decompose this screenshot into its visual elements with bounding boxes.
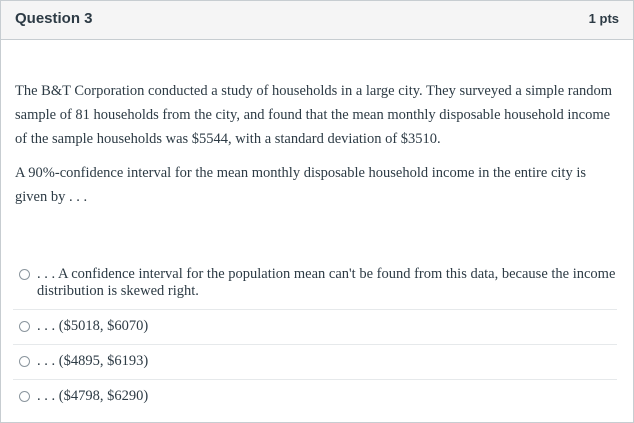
answer-option-2[interactable] <box>13 310 617 345</box>
question-paragraph-2: A 90%-confidence interval for the mean monthly disposable household income in the entire city is given by . . . <box>15 165 586 205</box>
answer-label: . . . ($4798, $6290) <box>37 388 149 404</box>
answer-list <box>13 263 617 414</box>
question-paragraph-1: The B&T Corporation conducted a study of households in a large city. They surveyed a simple random sample of 81 households from the city, and found that the mean monthly disposable household income of the sample households was $5544, with a standard deviation of $3510. <box>15 83 613 147</box>
answer-option-4[interactable] <box>13 380 617 414</box>
answer-label: . . . ($5018, $6070) <box>37 318 149 334</box>
radio-button-icon[interactable] <box>19 356 30 367</box>
answer-label: . . . ($4895, $6193) <box>37 353 149 369</box>
answer-option-1[interactable] <box>13 263 617 310</box>
question-text <box>15 79 615 219</box>
answer-label: . . . A confidence interval for the population mean can't be found from this data, because the income distribution is skewed right. <box>37 266 616 299</box>
question-header <box>1 1 633 40</box>
radio-button-icon[interactable] <box>19 269 30 280</box>
radio-button-icon[interactable] <box>19 321 30 332</box>
radio-button-icon[interactable] <box>19 391 30 402</box>
answer-option-3[interactable] <box>13 345 617 380</box>
question-title: Question 3 <box>15 10 93 27</box>
question-points: 1 pts <box>588 11 619 26</box>
